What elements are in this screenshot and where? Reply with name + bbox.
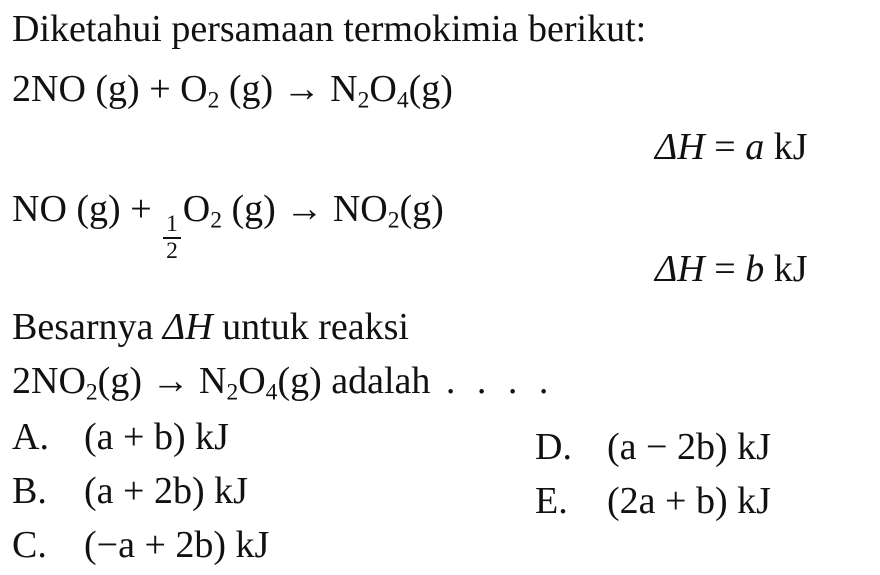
delta-h-label: ΔH	[655, 248, 705, 290]
reaction-1-mid: (g) → N	[219, 68, 358, 110]
question-line-2	[12, 360, 555, 406]
option-b[interactable]	[12, 472, 248, 510]
fraction-denominator: 2	[166, 238, 178, 265]
question-text-b: untuk reaksi	[212, 306, 409, 348]
reaction-1-o2-sub: 2	[207, 87, 220, 114]
question-reactant-sub: 2	[85, 379, 98, 406]
question-arrow-text: (g) → N	[97, 360, 227, 402]
delta-h-variable-a: a	[745, 126, 765, 168]
option-c-text: (−a + 2b) kJ	[84, 524, 270, 566]
question-o-sub: 4	[265, 379, 278, 406]
option-c-letter: C.	[12, 524, 47, 566]
option-d[interactable]	[535, 428, 771, 466]
equals-sign: =	[704, 248, 746, 290]
delta-h-variable-b: b	[745, 248, 765, 290]
fraction-one-half	[163, 210, 181, 265]
option-e-text: (2a + b) kJ	[607, 480, 771, 522]
reaction-1-o: O	[369, 68, 397, 110]
question-adalah: (g) adalah	[277, 360, 431, 402]
delta-h-label: ΔH	[655, 126, 705, 168]
reaction-1-o-sub: 4	[396, 87, 409, 114]
reaction-2-o: O	[182, 188, 211, 230]
fraction-numerator: 1	[166, 210, 178, 237]
option-b-text: (a + 2b) kJ	[84, 470, 248, 512]
reaction-2-enthalpy	[655, 250, 807, 288]
reaction-2-mid: (g) → NO	[222, 188, 388, 230]
reaction-1-left: 2NO (g) + O	[12, 68, 208, 110]
option-a-text: (a + b) kJ	[84, 416, 229, 458]
option-a[interactable]	[12, 418, 229, 456]
reaction-2-end: (g)	[399, 188, 444, 230]
reaction-2-no2-sub: 2	[387, 207, 400, 234]
option-e-letter: E.	[535, 480, 568, 522]
question-text-a: Besarnya	[12, 306, 163, 348]
option-d-text: (a − 2b) kJ	[607, 426, 771, 468]
reaction-2	[12, 190, 444, 264]
question-reactant: 2NO	[12, 360, 86, 402]
delta-h-unit: kJ	[764, 126, 808, 168]
question-n-sub: 2	[226, 379, 239, 406]
intro-label: Diketahui persamaan termokimia berikut:	[12, 8, 647, 50]
option-d-letter: D.	[535, 426, 572, 468]
question-o: O	[238, 360, 266, 402]
delta-h-unit: kJ	[764, 248, 808, 290]
reaction-1-n-sub: 2	[357, 87, 370, 114]
question-line-1	[12, 308, 409, 346]
question-dots: . . . .	[430, 360, 555, 402]
option-e[interactable]	[535, 482, 771, 520]
option-c[interactable]	[12, 526, 269, 564]
reaction-1-enthalpy	[655, 128, 807, 166]
equals-sign: =	[704, 126, 746, 168]
reaction-1-end: (g)	[408, 68, 453, 110]
reaction-2-left: NO (g) +	[12, 188, 162, 230]
question-delta-h: ΔH	[162, 306, 213, 348]
intro-text	[12, 10, 646, 48]
reaction-1	[12, 68, 453, 114]
reaction-2-o2-sub: 2	[210, 207, 223, 234]
option-a-letter: A.	[12, 416, 49, 458]
option-b-letter: B.	[12, 470, 47, 512]
